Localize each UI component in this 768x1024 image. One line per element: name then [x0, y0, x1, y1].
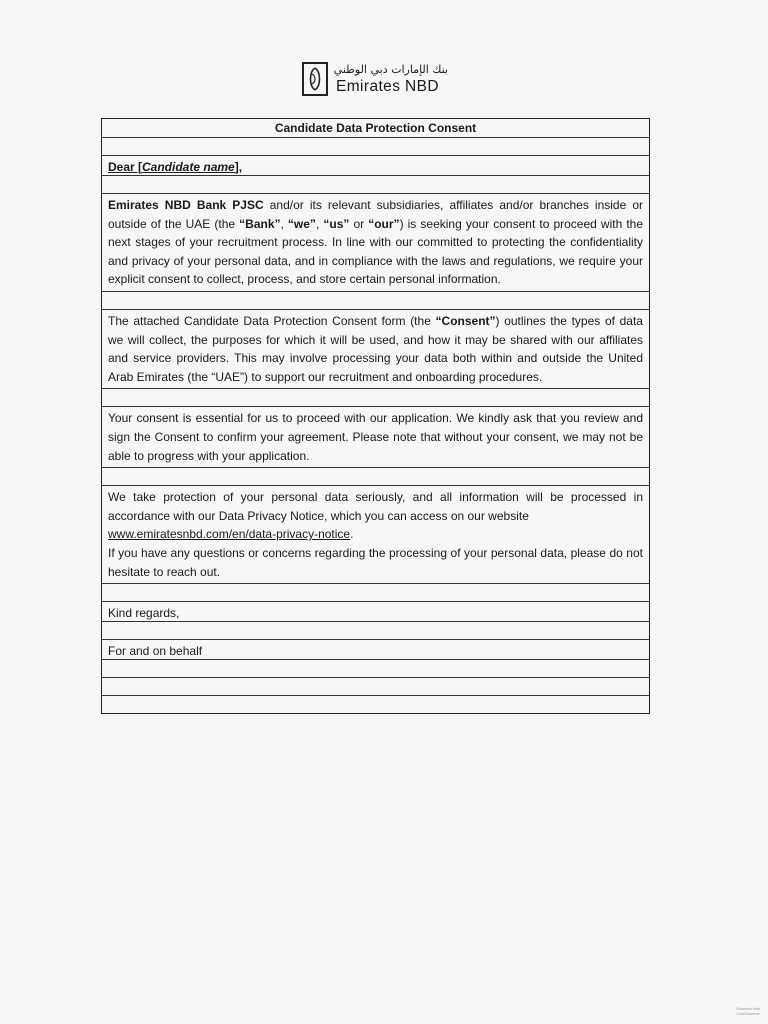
salutation-prefix: Dear [ — [108, 160, 143, 174]
logo-mark-icon — [302, 62, 328, 96]
candidate-name-placeholder: Candidate name — [142, 160, 235, 174]
text-span: ) is seeking your consent to proceed with the next stages of your recruitment process. In line with our committed to protecting the confidentiality and privacy of your personal data, and in compliance with the laws and regulations, we require your explicit consent to collect, process, and store certain personal information. — [108, 216, 644, 287]
empty-row — [102, 583, 649, 601]
emirates-nbd-logo — [302, 62, 452, 100]
empty-row — [102, 621, 649, 639]
empty-row — [102, 291, 649, 309]
paragraph-consent-essential: Your consent is essential for us to proceed with our application. We kindly ask that you review and sign the Consent to confirm your agreement. Please note that without your consent, we may not be able to progress with your application. — [102, 406, 649, 467]
closing-kind-regards: Kind regards, — [102, 601, 649, 621]
defined-term: “us” — [323, 216, 350, 231]
signature-row — [102, 677, 649, 695]
defined-term: “we” — [287, 216, 316, 231]
text-span: ) outlines the types of data we will collect, the purposes for which it will be used, and how it may be shared with our affiliates and service providers. This may involve processing your data both within and outside the United Arab Emirates (the “UAE”) to support our recruitment and onboarding procedures. — [108, 313, 643, 384]
salutation-suffix: ], — [234, 160, 243, 174]
text-span: If you have any questions or concerns regarding the processing of your personal data, please do not hesitate to reach out. — [108, 545, 643, 579]
text-span: . — [350, 527, 354, 542]
empty-row — [102, 467, 649, 485]
paragraph-data-privacy — [102, 485, 649, 583]
text-span: and/or its relevant subsidiaries, affiliates and/or branches inside or outside of the UAE (the — [108, 198, 644, 231]
defined-term: “Bank” — [239, 216, 281, 231]
text-span: , — [280, 216, 288, 231]
text-span: or — [349, 216, 369, 231]
on-behalf-line: For and on behalf — [102, 639, 649, 659]
text-span: We take protection of your personal data seriously, and all information will be processed in accordance with our Data Privacy Notice, which you can access on our website — [108, 490, 643, 523]
salutation — [102, 155, 649, 175]
scanner-watermark — [724, 1006, 760, 1020]
scanner-line-2: CamScanner — [736, 1011, 760, 1016]
empty-row — [102, 175, 649, 193]
signature-row — [102, 695, 649, 713]
scanner-line-1: Scanned with — [735, 1006, 760, 1011]
logo-english-name: Emirates NBD — [336, 78, 439, 95]
defined-term: “Consent” — [435, 313, 496, 328]
logo-arabic-name: بنك الإمارات دبي الوطني — [333, 63, 448, 76]
consent-form-table — [101, 118, 650, 714]
defined-term: “our” — [368, 216, 400, 231]
form-title: Candidate Data Protection Consent — [274, 121, 477, 135]
text-span: , — [315, 216, 324, 231]
signature-row — [102, 659, 649, 677]
paragraph-consent-form-description — [102, 309, 649, 388]
paragraph-consent-request — [102, 193, 649, 291]
privacy-notice-link[interactable]: www.emiratesnbd.com/en/data-privacy-notice — [108, 527, 351, 542]
bank-name: Emirates NBD Bank PJSC — [108, 198, 264, 212]
text-span: The attached Candidate Data Protection Consent form (the — [108, 313, 436, 328]
empty-row — [102, 388, 649, 406]
empty-row — [102, 137, 649, 155]
